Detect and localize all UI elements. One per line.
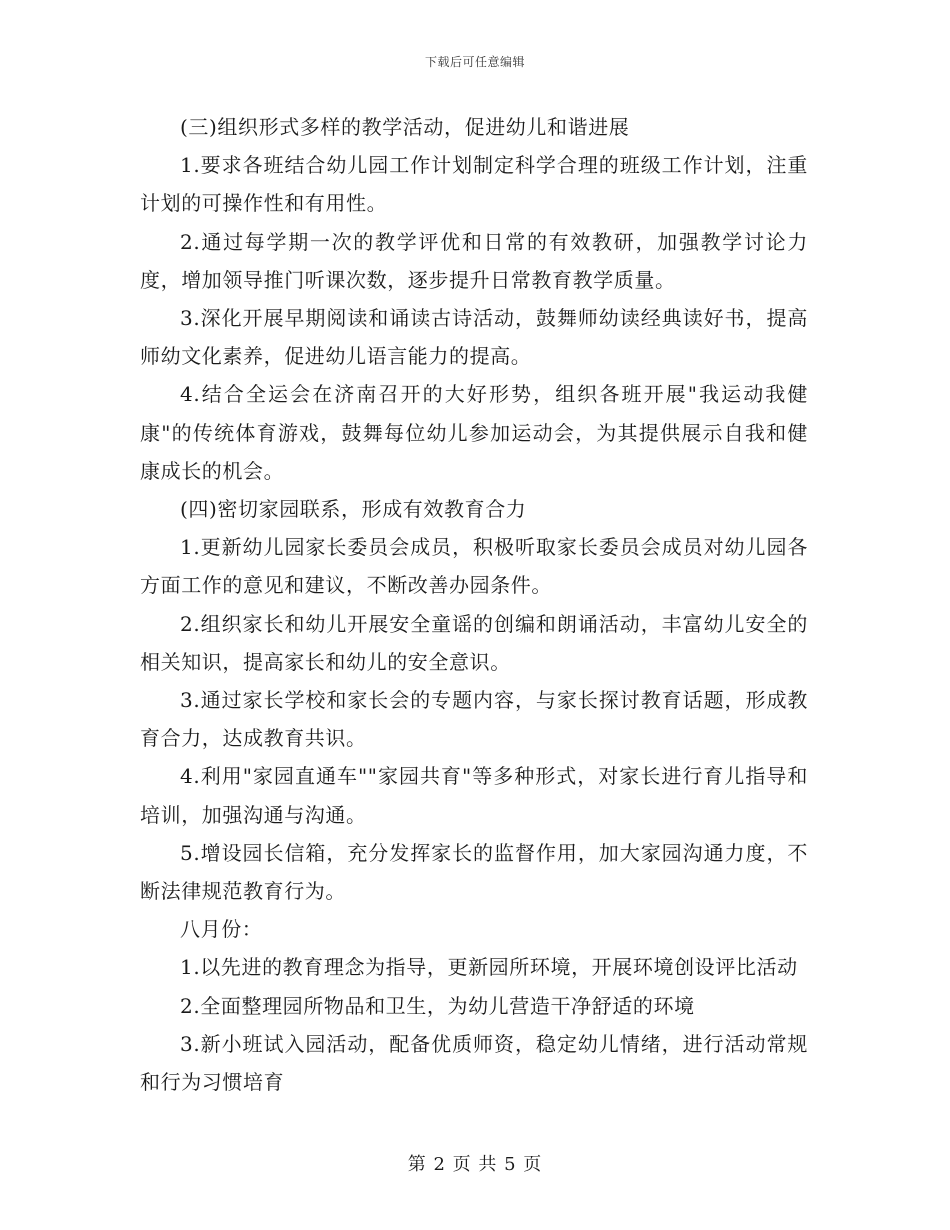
paragraph: 2.通过每学期一次的教学评优和日常的有效教研，加强教学讨论力度，增加领导推门听课次数，逐步提升日常教育教学质量。 [140,229,808,292]
paragraph: 1.要求各班结合幼儿园工作计划制定科学合理的班级工作计划，注重计划的可操作性和有用性。 [140,153,808,216]
paragraph: 1.更新幼儿园家长委员会成员，积极听取家长委员会成员对幼儿园各方面工作的意见和建议，不断改善办园条件。 [140,535,808,598]
paragraph: 4.结合全运会在济南召开的大好形势，组织各班开展"我运动我健康"的传统体育游戏，鼓舞每位幼儿参加运动会，为其提供展示自我和健康成长的机会。 [140,382,808,483]
section-heading-3: (三)组织形式多样的教学活动，促进幼儿和谐进展 [180,115,630,139]
paragraph: 3.新小班试入园活动，配备优质师资，稳定幼儿情绪，进行活动常规和行为习惯培育 [140,1031,808,1095]
paragraph: 2.组织家长和幼儿开展安全童谣的创编和朗诵活动，丰富幼儿安全的相关知识，提高家长和幼儿的安全意识。 [140,611,808,674]
paragraph: 3.深化开展早期阅读和诵读古诗活动，鼓舞师幼读经典读好书，提高师幼文化素养，促进幼儿语言能力的提高。 [140,306,808,369]
month-heading-august: 八月份： [180,917,263,942]
paragraph: 2.全面整理园所物品和卫生，为幼儿营造干净舒适的环境 [180,993,695,1018]
paragraph: 1.以先进的教育理念为指导，更新园所环境，开展环境创设评比活动 [180,955,798,980]
document-body [140,108,808,1101]
section-heading-4: (四)密切家园联系，形成有效教育合力 [180,497,527,522]
paragraph: 5.增设园长信箱，充分发挥家长的监督作用，加大家园沟通力度，不断法律规范教育行为。 [140,840,808,904]
paragraph: 4.利用"家园直通车""家园共育"等多种形式，对家长进行育儿指导和培训，加强沟通与沟通。 [140,764,808,827]
page-header: 下载后可任意编辑 [424,55,525,69]
paragraph: 3.通过家长学校和家长会的专题内容，与家长探讨教育话题，形成教育合力，达成教育共识。 [140,688,808,751]
page-number-footer: 第 2 页 共 5 页 [407,1154,543,1175]
